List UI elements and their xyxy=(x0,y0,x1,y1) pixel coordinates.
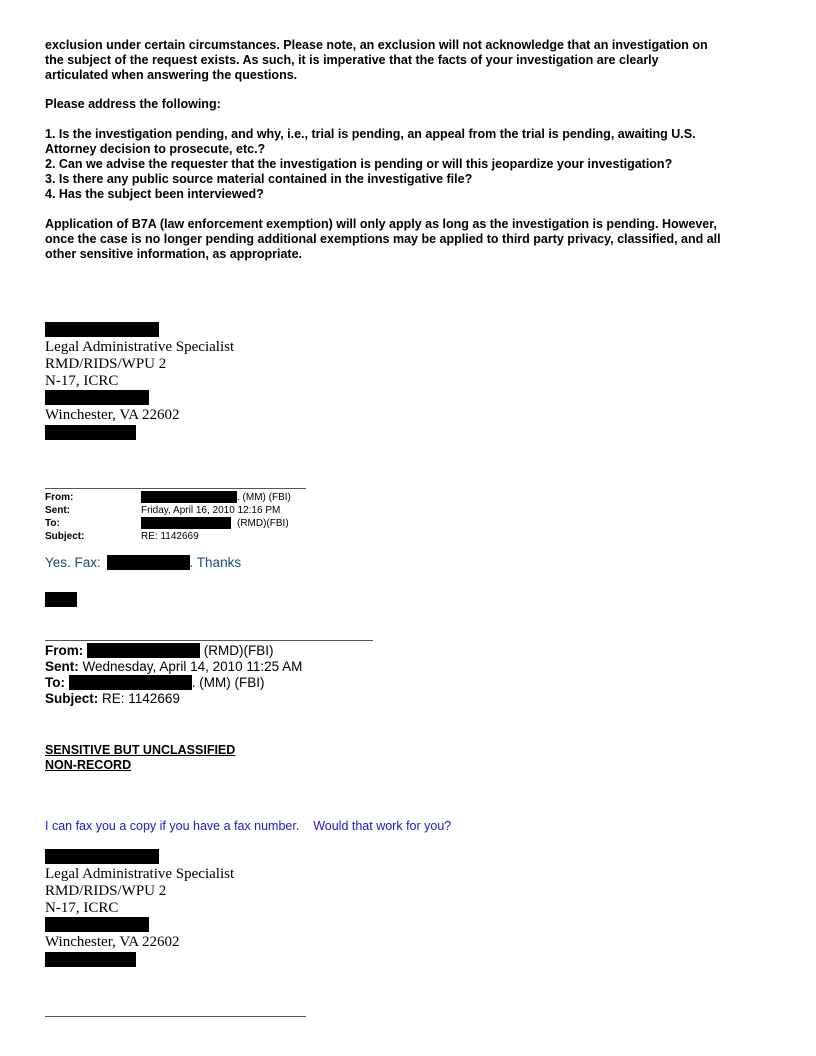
b7a-line-3: other sensitive information, as appropriate. xyxy=(45,247,303,261)
signature-city: Winchester, VA 22602 xyxy=(45,407,180,423)
redaction-recipient xyxy=(69,675,192,690)
to-line xyxy=(45,675,265,691)
email-divider xyxy=(45,488,306,489)
intro-line-1: exclusion under certain circumstances. Please note, an exclusion will not acknowledge that an investigation on xyxy=(45,38,708,52)
email-body xyxy=(45,554,241,571)
question-1: 1. Is the investigation pending, and why, i.e., trial is pending, an appeal from the trial is pending, awaiting U.S. xyxy=(45,127,696,141)
sent-value: Wednesday, April 14, 2010 11:25 AM xyxy=(82,659,303,674)
subject-line xyxy=(45,691,180,707)
redaction-phone xyxy=(45,952,136,967)
intro-paragraph xyxy=(45,38,785,83)
sent-label: Sent: xyxy=(45,505,70,516)
redaction-room xyxy=(45,390,149,405)
intro-line-3: articulated when answering the questions. xyxy=(45,68,298,82)
sent-line xyxy=(45,659,302,675)
question-3: 3. Is there any public source material contained in the investigative file? xyxy=(45,172,473,186)
b7a-line-2: once the case is no longer pending additional exemptions may be applied to third party privacy, classified, and all xyxy=(45,232,721,246)
question-1-cont: Attorney decision to prosecute, etc.? xyxy=(45,142,266,156)
b7a-paragraph xyxy=(45,217,785,262)
sent-label: Sent: xyxy=(45,659,79,674)
intro-line-2: the subject of the request exists. As such, it is imperative that the facts of your investigation are clearly xyxy=(45,53,659,67)
redaction-room xyxy=(45,917,149,932)
subject-label: Subject: xyxy=(45,691,99,706)
redaction-signoff xyxy=(45,592,77,607)
redaction-name xyxy=(45,849,159,864)
redaction-recipient xyxy=(141,517,231,529)
sent-value: Friday, April 16, 2010 12:16 PM xyxy=(141,505,281,516)
redaction-sender xyxy=(141,491,237,503)
b7a-line-1: Application of B7A (law enforcement exemption) will only apply as long as the investigation is pending. However, xyxy=(45,217,717,231)
email-body: I can fax you a copy if you have a fax number. Would that work for you? xyxy=(45,819,452,833)
signature-title: Legal Administrative Specialist xyxy=(45,339,235,355)
from-value: . (MM) (FBI) xyxy=(237,492,291,503)
signature-city: Winchester, VA 22602 xyxy=(45,934,180,950)
to-label: To: xyxy=(45,518,60,529)
fax-suffix: . Thanks xyxy=(189,555,242,570)
record-marking: NON-RECORD xyxy=(45,758,132,772)
question-4: 4. Has the subject been interviewed? xyxy=(45,187,264,201)
question-list xyxy=(45,127,785,202)
to-value: (RMD)(FBI) xyxy=(237,518,289,529)
from-label: From: xyxy=(45,643,84,658)
from-label: From: xyxy=(45,492,74,503)
redaction-sender xyxy=(87,643,200,658)
from-line xyxy=(45,643,274,659)
subject-value: RE: 1142669 xyxy=(102,691,180,706)
subject-label: Subject: xyxy=(45,531,85,542)
from-value: (RMD)(FBI) xyxy=(203,643,274,658)
signature-unit: RMD/RIDS/WPU 2 xyxy=(45,883,167,899)
redaction-phone xyxy=(45,425,136,440)
redaction-fax-number xyxy=(107,555,190,570)
signature-title: Legal Administrative Specialist xyxy=(45,866,235,882)
subject-value: RE: 1142669 xyxy=(141,531,199,542)
fax-prefix: Yes. Fax: xyxy=(45,555,101,570)
signature-office: N-17, ICRC xyxy=(45,373,119,389)
question-2: 2. Can we advise the requester that the investigation is pending or will this jeopardize your investigation? xyxy=(45,157,673,171)
email-divider xyxy=(45,640,373,641)
signature-unit: RMD/RIDS/WPU 2 xyxy=(45,356,167,372)
email-divider xyxy=(45,1016,306,1017)
redaction-name xyxy=(45,322,159,337)
classification-marking: SENSITIVE BUT UNCLASSIFIED xyxy=(45,743,236,757)
signature-office: N-17, ICRC xyxy=(45,900,119,916)
to-value: . (MM) (FBI) xyxy=(191,675,265,690)
to-label: To: xyxy=(45,675,65,690)
address-heading: Please address the following: xyxy=(45,97,221,111)
